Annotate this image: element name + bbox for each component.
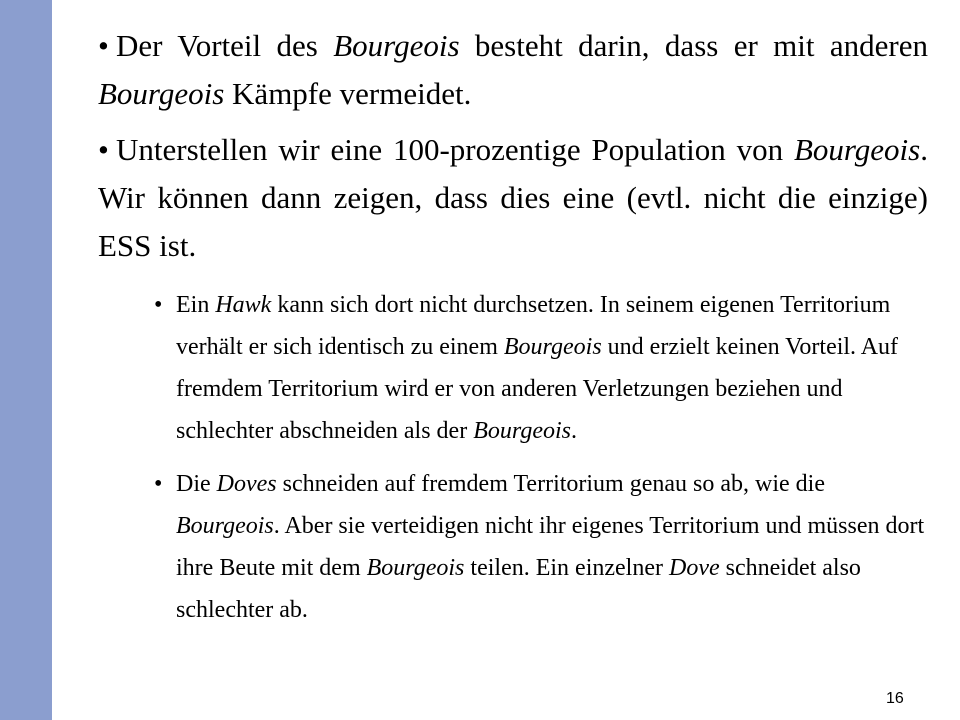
page-number: 16	[886, 690, 904, 707]
bullet-segment: Bourgeois	[793, 132, 921, 167]
bullet-bourgeois-advantage	[98, 22, 928, 118]
bullet-segment: Der Vorteil des	[116, 28, 334, 63]
bullet-segment: Kämpfe vermeidet.	[224, 76, 472, 111]
bullet-segment: Bourgeois	[503, 334, 602, 360]
bullet-segment: Dove	[668, 555, 720, 581]
bullet-segment: . Wir können dann zeigen, dass dies eine (evtl. nicht die einzige) ESS ist.	[98, 132, 928, 263]
bullet-segment: besteht darin, dass er mit anderen	[459, 28, 929, 63]
bullet-segment: schneiden auf fremdem Territorium genau so ab, wie die	[276, 471, 825, 497]
slide-sidebar-accent	[0, 0, 52, 720]
sub-bullet-hawk	[154, 284, 928, 452]
sub-bullet-doves	[154, 463, 928, 631]
bullet-segment: Die	[176, 471, 217, 497]
bullet-segment: Hawk	[215, 292, 272, 318]
bullet-segment: Bourgeois	[98, 76, 225, 111]
bullet-segment: Ein	[176, 292, 216, 318]
bullet-dot: •	[98, 132, 109, 167]
bullet-segment: . Aber sie verteidigen nicht ihr eigenes Territorium und müssen dort ihre Beute mit dem	[176, 513, 925, 581]
bullet-segment: Unterstellen wir eine 100-prozentige Population von	[116, 132, 794, 167]
bullet-segment: und erzielt keinen Vorteil. Auf fremdem Territorium wird er von anderen Verletzungen beziehen und schlechter abschneiden als der	[176, 334, 899, 444]
bullet-segment: kann sich dort nicht durchsetzen. In seinem eigenen Territorium verhält er sich identisch zu einem	[176, 292, 891, 360]
bullet-segment: Bourgeois	[176, 513, 274, 539]
bullet-segment: Doves	[216, 471, 277, 497]
bullet-bourgeois-population-ess	[98, 126, 928, 270]
bullet-segment: teilen. Ein einzelner	[464, 555, 669, 581]
bullet-segment: Bourgeois	[366, 555, 465, 581]
bullet-segment: schneidet also schlechter ab.	[176, 555, 861, 623]
bullet-segment: Bourgeois	[473, 418, 571, 444]
bullet-dot: •	[98, 28, 109, 63]
sub-bullet-dot: •	[154, 471, 163, 497]
bullet-segment: .	[570, 418, 577, 444]
sub-bullet-dot: •	[154, 292, 163, 318]
bullet-segment: Bourgeois	[333, 28, 460, 63]
slide-content	[98, 22, 928, 642]
